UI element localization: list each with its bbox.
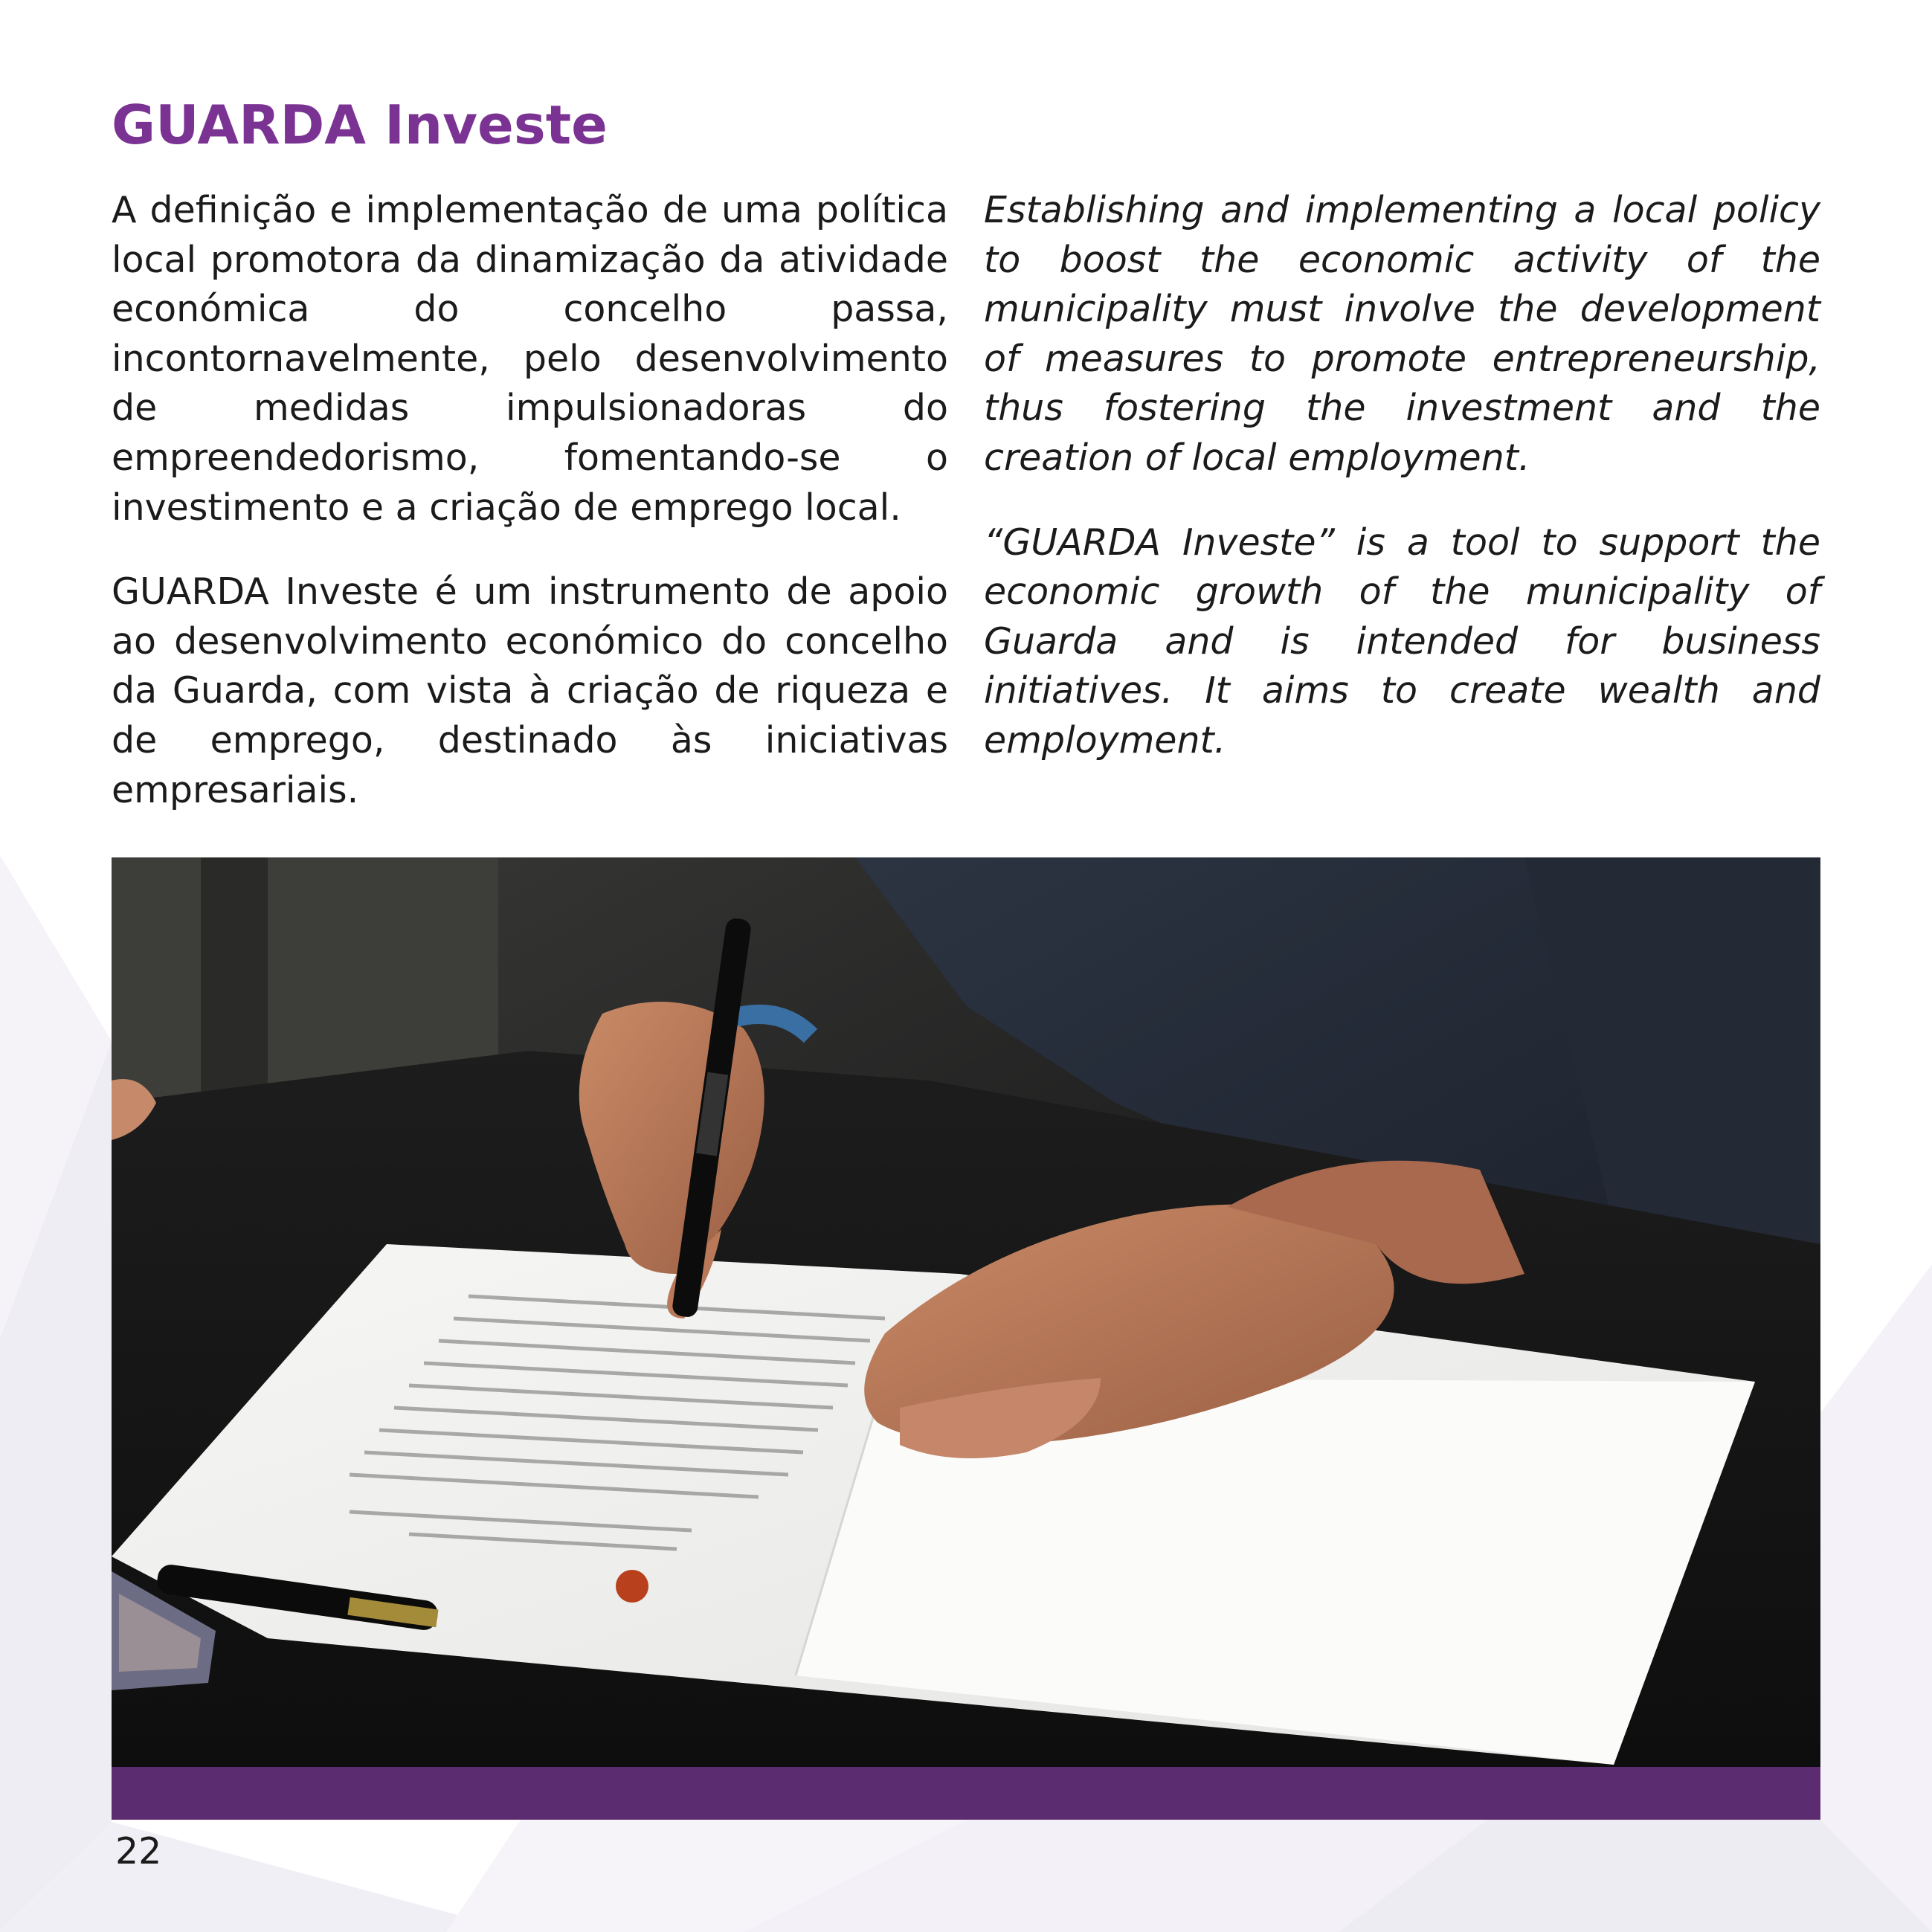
page-title: GUARDA Investe bbox=[112, 94, 608, 156]
purple-footer-band bbox=[112, 1767, 1820, 1820]
page-number: 22 bbox=[115, 1830, 162, 1873]
portuguese-paragraph-2: GUARDA Investe é um instrumento de apoio ao desenvolvimento económico do concelho da Guarda, com vista à criação de riqueza e de emprego, destinado às iniciativas empresariais. bbox=[112, 570, 948, 811]
document-signing-photo bbox=[112, 857, 1820, 1767]
english-paragraph-2: “GUARDA Investe” is a tool to support the economic growth of the municipality of Guarda and is intended for business initiatives. It aims to create wealth and employment. bbox=[984, 521, 1820, 761]
portuguese-column bbox=[112, 186, 948, 815]
english-paragraph-1: Establishing and implementing a local policy to boost the economic activity of the municipality must involve the development of measures to promote entrepreneurship, thus fostering the investment and the creation of local employment. bbox=[984, 189, 1820, 479]
portuguese-paragraph-1: A definição e implementação de uma política local promotora da dinamização da atividade económica do concelho passa, incontornavelmente, pelo desenvolvimento de medidas impulsionadoras do empreendedorismo, fomentando-se o investimento e a criação de emprego local. bbox=[112, 189, 948, 529]
english-column bbox=[984, 186, 1820, 766]
